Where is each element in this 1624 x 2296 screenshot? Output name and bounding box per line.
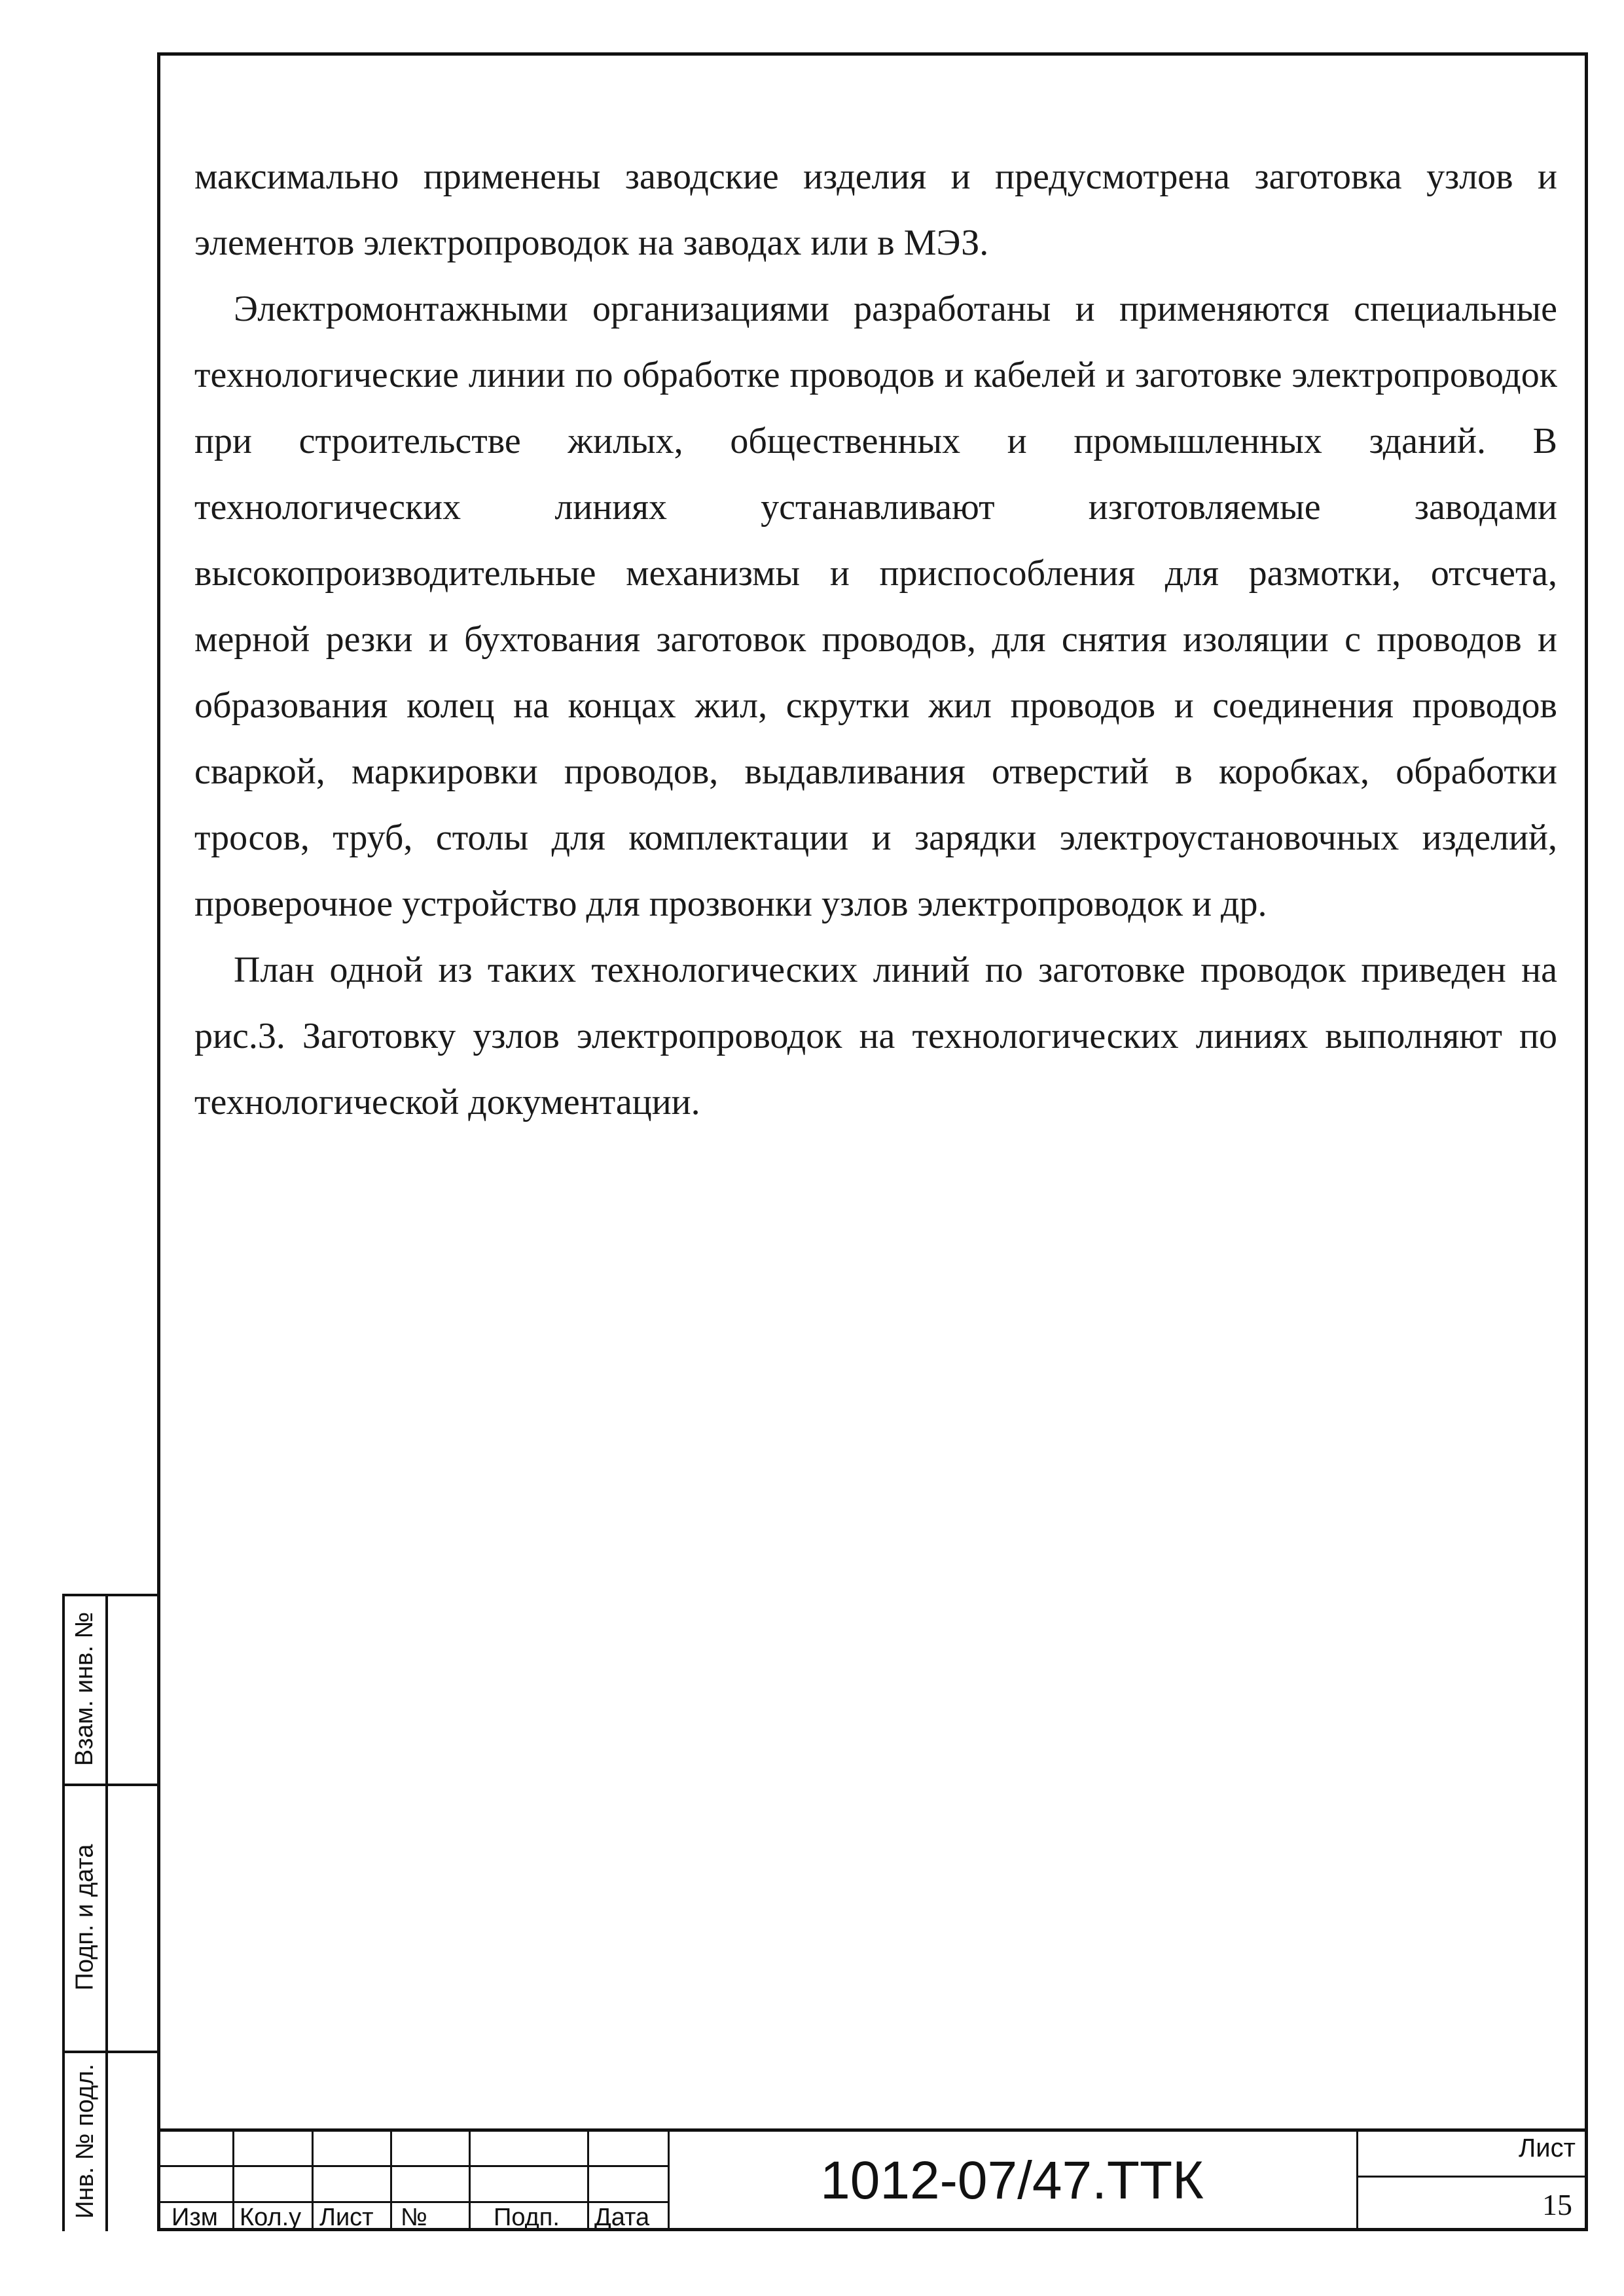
paragraph-1: максимально применены заводские изделия и предусмотрена заготовка узлов и элементов электропроводок на заводах или в МЭЗ. — [194, 156, 1557, 263]
col-line-3 — [390, 2128, 392, 2231]
col-line-1 — [232, 2128, 234, 2231]
col-line-7 — [1356, 2128, 1358, 2231]
document-body — [194, 144, 1557, 1136]
title-block-sheet-divider — [1356, 2176, 1588, 2178]
podp-data-label: Подп. и дата — [71, 1844, 99, 1990]
header-podp: Подп. — [494, 2204, 560, 2231]
header-num: № — [401, 2204, 427, 2231]
header-izm: Изм — [171, 2204, 218, 2231]
header-kol: Кол.у — [240, 2204, 302, 2231]
header-list: Лист — [319, 2204, 374, 2231]
side-stamp — [62, 1594, 157, 2231]
side-stamp-podp-data — [62, 1784, 108, 2051]
title-block-top-line — [157, 2128, 1588, 2132]
header-data: Дата — [594, 2204, 650, 2231]
side-stamp-vzam-inv — [62, 1594, 108, 1784]
paragraph-3: План одной из таких технологических линий по заготовке проводок приведен на рис.3. Заготовку узлов электропроводок на технологических линиях выполняют по технологической документации. — [194, 950, 1557, 1122]
inv-podl-label: Инв. № подл. — [71, 2063, 99, 2219]
paragraph-2: Электромонтажными организациями разработаны и применяются специальные технологические линии по обработке проводов и кабелей и заготовке электропроводок при строительстве жилых, общественных и промышленных зданий. В технологических линиях устанавливают изготовляемые заводами высокопроизводительные механизмы и приспособления для размотки, отсчета, мерной резки и бухтования заготовок проводов, для снятия изоляции с проводов и образования колец на концах жил, скрутки жил проводов и соединения проводов сваркой, маркировки проводов, выдавливания отверстий в коробках, обработки тросов, труб, столы для комплектации и зарядки электроустановочных изделий, проверочное устройство для прозвонки узлов электропроводок и др. — [194, 289, 1557, 924]
col-line-2 — [312, 2128, 314, 2231]
sheet-label: Лист — [1519, 2134, 1576, 2162]
vzam-inv-label: Взам. инв. № — [71, 1611, 99, 1766]
col-line-5 — [587, 2128, 589, 2231]
col-line-4 — [469, 2128, 471, 2231]
title-block — [157, 2128, 1588, 2231]
side-stamp-inv-podl — [62, 2051, 108, 2231]
document-code: 1012-07/47.ТТК — [820, 2151, 1204, 2210]
sheet-number: 15 — [1542, 2188, 1572, 2221]
